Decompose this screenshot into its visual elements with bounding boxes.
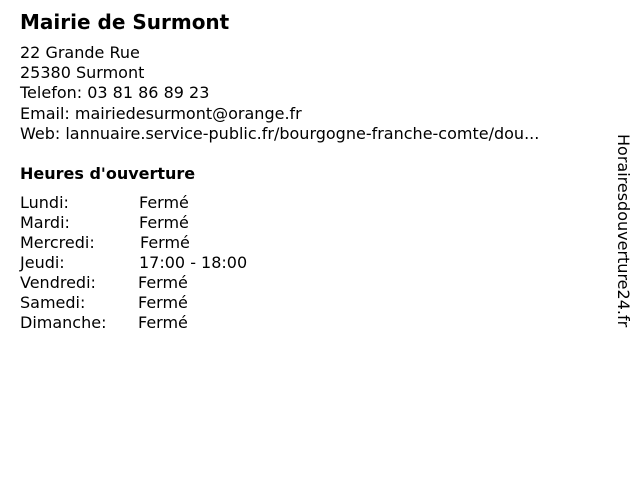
page-title: Mairie de Surmont xyxy=(20,10,230,34)
day-label: Lundi: xyxy=(20,193,69,212)
day-label: Jeudi: xyxy=(20,253,65,272)
website: Web: lannuaire.service-public.fr/bourgogne-franche-comte/dou... xyxy=(20,123,540,143)
day-label: Mercredi: xyxy=(20,233,95,252)
hours-value: Fermé xyxy=(140,233,190,252)
phone-number: Telefon: 03 81 86 89 23 xyxy=(20,83,210,103)
day-label: Samedi: xyxy=(20,293,86,312)
hours-row-saturday xyxy=(20,293,247,313)
street-address: 22 Grande Rue xyxy=(20,43,140,62)
opening-hours-table xyxy=(20,193,247,333)
hours-row-tuesday xyxy=(20,213,247,233)
postal-city: 25380 Surmont xyxy=(20,63,145,83)
hours-value: 17:00 - 18:00 xyxy=(139,253,248,272)
hours-row-wednesday xyxy=(20,233,247,253)
opening-hours-heading: Heures d'ouverture xyxy=(20,164,196,183)
day-label: Dimanche: xyxy=(20,313,107,332)
hours-value: Fermé xyxy=(138,313,188,332)
hours-value: Fermé xyxy=(138,273,188,292)
hours-row-sunday xyxy=(20,313,247,333)
email-address: Email: mairiedesurmont@orange.fr xyxy=(20,103,302,123)
hours-row-thursday xyxy=(20,253,247,273)
hours-row-monday xyxy=(20,193,247,213)
hours-value: Fermé xyxy=(139,193,189,212)
day-label: Vendredi: xyxy=(20,273,96,292)
site-watermark: Horairesdouverture24.fr xyxy=(614,134,633,328)
day-label: Mardi: xyxy=(20,213,70,232)
contact-block xyxy=(20,43,539,144)
hours-row-friday xyxy=(20,273,247,293)
hours-value: Fermé xyxy=(138,293,188,312)
hours-value: Fermé xyxy=(139,213,189,232)
